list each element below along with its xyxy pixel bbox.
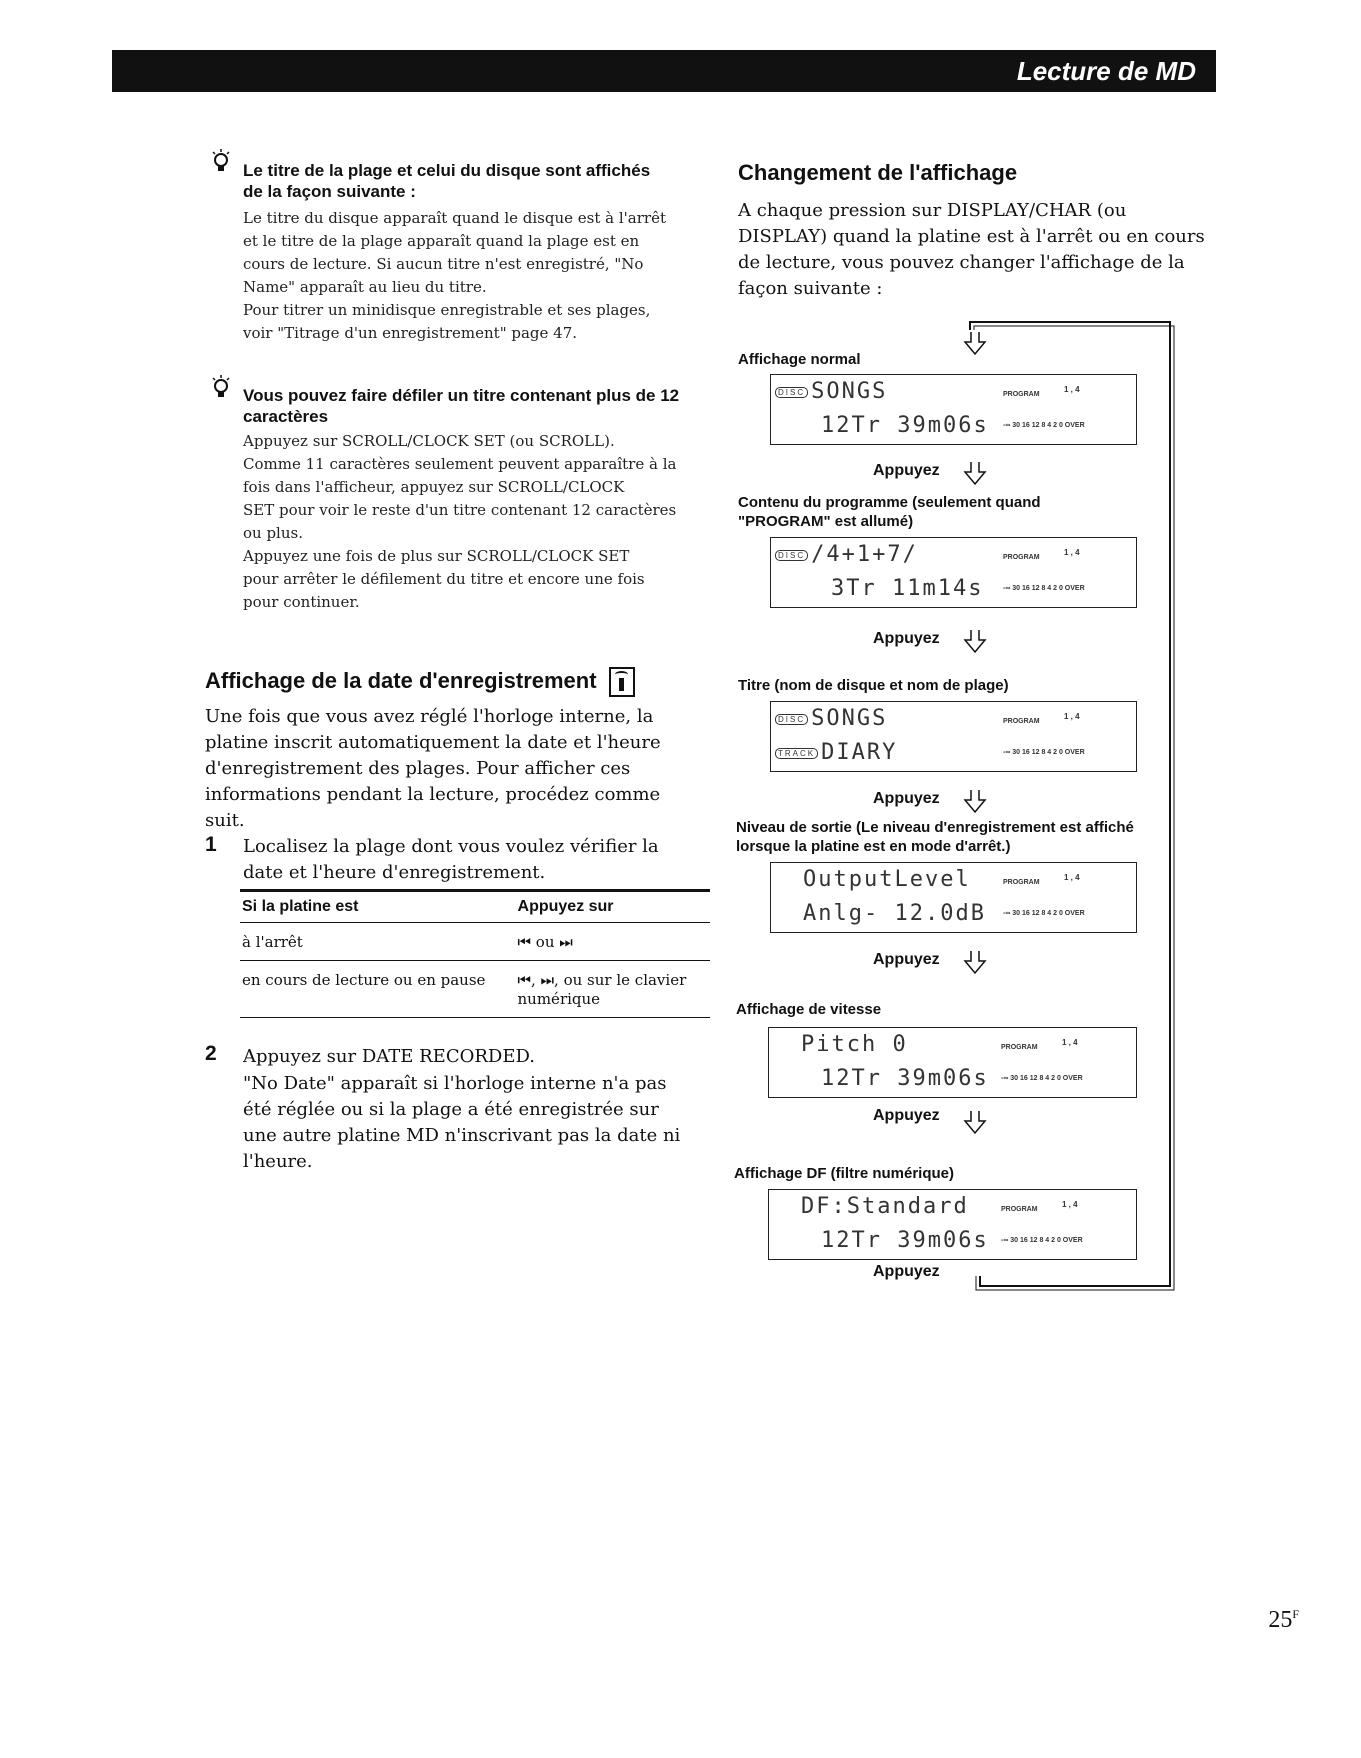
header-bar <box>112 50 1216 92</box>
remote-icon <box>609 667 635 697</box>
press-label: Appuyez <box>873 462 940 479</box>
mode-label: Affichage normal <box>738 351 861 368</box>
arrow-down-icon <box>962 1108 988 1136</box>
lcd-display: DISC SONGS 12Tr 39m06s PROGRAM 1 , 4 -∞ 30 16 12 8 4 2 0 OVER <box>770 374 1137 445</box>
step-note: "No Date" apparaît si l'horloge interne n'a pas été réglée ou si la plage a été enregistrée sur une autre platine MD n'inscrivant pas la date ni l'heure. <box>243 1073 681 1172</box>
lightbulb-icon <box>210 148 232 174</box>
tip-body: Appuyez sur SCROLL/CLOCK SET (ou SCROLL). Comme 11 caractères seulement peuvent apparaître à la fois dans l'afficheur, appuyez sur SCROLL/CLOCK SET pour voir le reste d'un titre contenant 12 caractères ou plus. Appuyez une fois de plus sur SCROLL/CLOCK SET pour arrêter le défilement du titre et encore une fois pour continuer. <box>243 432 677 611</box>
mode-label: Affichage de vitesse <box>736 1001 882 1018</box>
track-badge: TRACK <box>775 748 818 759</box>
arrow-down-icon <box>962 460 988 486</box>
lcd-display: OutputLevel Anlg- 12.0dB PROGRAM 1 , 4 -∞ 30 16 12 8 4 2 0 OVER <box>770 862 1137 933</box>
press-label: Appuyez <box>873 1107 940 1124</box>
press-label: Appuyez <box>873 790 940 807</box>
arrow-down-icon <box>962 628 988 654</box>
date-section-heading: Affichage de la date d'enregistrement <box>205 667 635 697</box>
arrow-down-icon <box>962 949 988 975</box>
disc-badge: DISC <box>775 714 808 725</box>
step-text: Appuyez sur DATE RECORDED. <box>243 1046 535 1067</box>
cycle-arrow-line <box>960 318 1192 1298</box>
press-label: Appuyez <box>873 951 940 968</box>
tip-title: Vous pouvez faire défiler un titre contenant plus de 12 caractères <box>243 386 680 426</box>
lcd-display: DISC SONGS TRACK DIARY PROGRAM 1 , 4 -∞ 30 16 12 8 4 2 0 OVER <box>770 701 1137 772</box>
tip-title: Le titre de la plage et celui du disque sont affichés de la façon suivante : <box>243 161 651 201</box>
lightbulb-icon <box>210 374 232 400</box>
display-section-intro: A chaque pression sur DISPLAY/CHAR (ou DISPLAY) quand la platine est à l'arrêt ou en cours de lecture, vous pouvez changer l'affichage de la façon suivante : <box>738 200 1205 299</box>
lcd-display: DF:Standard 12Tr 39m06s PROGRAM 1 , 4 -∞ 30 16 12 8 4 2 0 OVER <box>768 1189 1137 1260</box>
display-section-heading: Changement de l'affichage <box>738 160 1018 185</box>
step-number: 1 <box>205 833 217 856</box>
page-number: $25^F$ <box>1268 1607 1299 1633</box>
mode-label: Niveau de sortie (Le niveau d'enregistrement est affiché lorsque la platine est en mode d'arrêt.) <box>736 819 1134 855</box>
disc-badge: DISC <box>775 550 808 561</box>
table-header: Si la platine est <box>240 891 516 923</box>
mode-label: Contenu du programme (seulement quand "PROGRAM" est allumé) <box>738 494 1041 530</box>
date-section-intro: Une fois que vous avez réglé l'horloge interne, la platine inscrit automatiquement la date et l'heure d'enregistrement des plages. Pour afficher ces informations pendant la lecture, procédez comme suit. <box>205 706 661 831</box>
lcd-display: DISC /4+1+7/ 3Tr 11m14s PROGRAM 1 , 4 -∞ 30 16 12 8 4 2 0 OVER <box>770 537 1137 608</box>
disc-badge: DISC <box>775 387 808 398</box>
table-header: Appuyez sur <box>516 891 710 923</box>
table-row: à l'arrêt ⏮ ou ⏭ <box>240 923 710 961</box>
arrow-down-icon <box>962 788 988 814</box>
mode-label: Affichage DF (filtre numérique) <box>734 1165 955 1182</box>
table-row: en cours de lecture ou en pause ⏮, ⏭, ou sur le clavier numérique <box>240 961 710 1018</box>
press-label: Appuyez <box>873 1263 940 1280</box>
section-title: Lecture de MD <box>1016 56 1196 86</box>
mode-label: Titre (nom de disque et nom de plage) <box>738 677 1009 694</box>
tip-body: Le titre du disque apparaît quand le disque est à l'arrêt et le titre de la plage apparaît quand la plage est en cours de lecture. Si aucun titre n'est enregistré, "No Name" apparaît au lieu du titre. Pour titrer un minidisque enregistrable et ses plages, voir "Titrage d'un enregistrement" page 47. <box>243 209 666 342</box>
step-number: 2 <box>205 1042 217 1065</box>
press-label: Appuyez <box>873 630 940 647</box>
lcd-display: Pitch 0 12Tr 39m06s PROGRAM 1 , 4 -∞ 30 16 12 8 4 2 0 OVER <box>768 1027 1137 1098</box>
button-table <box>240 889 710 1018</box>
arrow-down-icon <box>962 330 988 356</box>
step-text: Localisez la plage dont vous voulez vérifier la date et l'heure d'enregistrement. <box>243 836 659 883</box>
